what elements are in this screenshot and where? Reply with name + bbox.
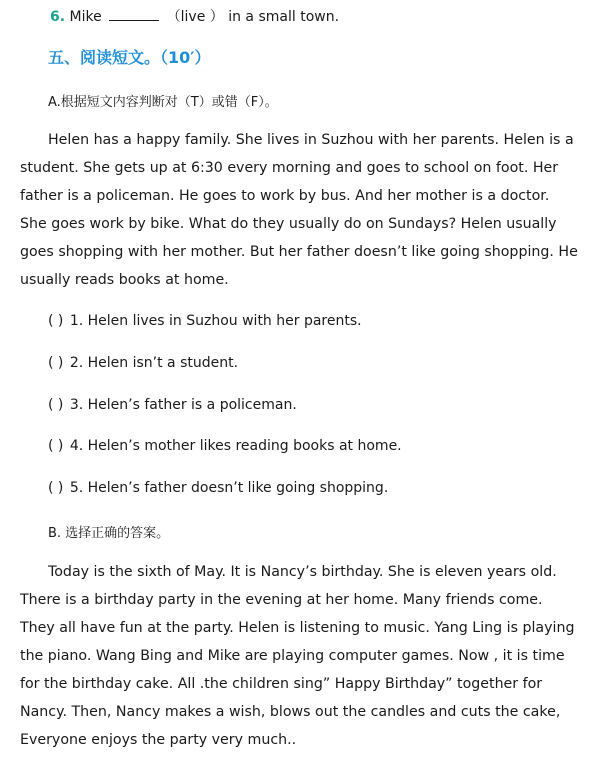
- tf-item-3: [48, 397, 297, 413]
- question-6-blank: [109, 8, 159, 21]
- part-a-instruction: A.根据短文内容判断对（T）或错（F）。: [48, 95, 278, 110]
- question-6-number: 6.: [50, 9, 66, 25]
- question-6-after: in a small town.: [228, 9, 340, 25]
- tf-item-text: 2. Helen isn’t a student.: [69, 355, 239, 371]
- tf-item-4: [48, 438, 402, 454]
- answer-paren: ( ): [48, 480, 64, 496]
- question-6-before: Mike: [69, 9, 102, 25]
- answer-paren: ( ): [48, 355, 64, 371]
- section-5-title: 五、阅读短文。（10′）: [48, 48, 211, 67]
- tf-item-text: 1. Helen lives in Suzhou with her parents.: [69, 313, 362, 329]
- part-a-passage: Helen has a happy family. She lives in Suzhou with her parents. Helen is a student. She gets up at 6:30 every morning and goes to school on foot. Her father is a policeman. He goes to work by bus. And her mother is a doctor. She goes work by bike. What do they usually do on Sundays? Helen usually goes shopping with her mother. But her father doesn’t like going shopping. He usually reads books at home.: [20, 132, 578, 288]
- tf-item-text: 4. Helen’s mother likes reading books at home.: [69, 438, 402, 454]
- part-b-passage: Today is the sixth of May. It is Nancy’s birthday. She is eleven years old. There is a birthday party in the evening at her home. Many friends come. They all have fun at the party. Helen is listening to music. Yang Ling is playing the piano. Wang Bing and Mike are playing computer games. Now , it is time for the birthday cake. All .the children sing” Happy Birthday” together for Nancy. Then, Nancy makes a wish, blows out the candles and cuts the cake, Everyone enjoys the party very much..: [20, 564, 575, 748]
- answer-paren: ( ): [48, 313, 64, 329]
- tf-item-5: [48, 480, 388, 496]
- part-b-instruction: B. 选择正确的答案。: [48, 526, 170, 541]
- question-6: [50, 6, 339, 26]
- answer-paren: ( ): [48, 438, 64, 454]
- question-6-hint: （live ）: [166, 9, 224, 25]
- answer-paren: ( ): [48, 397, 64, 413]
- tf-item-text: 3. Helen’s father is a policeman.: [69, 397, 297, 413]
- tf-item-1: [48, 313, 362, 329]
- tf-item-2: [48, 355, 238, 371]
- tf-item-text: 5. Helen’s father doesn’t like going shopping.: [69, 480, 389, 496]
